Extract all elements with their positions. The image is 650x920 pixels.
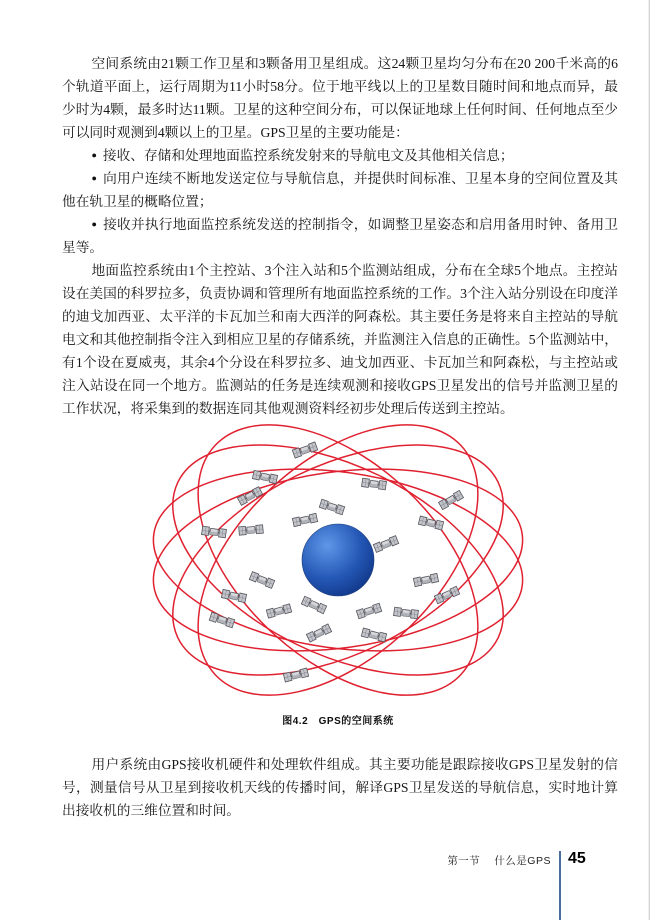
satellite-icon — [394, 607, 419, 619]
figure-caption: 图4.2 GPS的空间系统 — [282, 716, 394, 727]
satellite-icon — [301, 596, 326, 613]
footer-section — [447, 853, 551, 868]
satellite-icon — [239, 525, 264, 535]
paragraph: 地面监控系统由1个主控站、3个注入站和5个监测站组成，分布在全球5个地点。主控站设在美国的科罗拉多，负责协调和管理所有地面监控系统的工作。3个注入站分别设在印度洋的迪戈加西亚、太平洋的卡瓦加兰和南大西洋的阿森松。其主要任务是将来自主控站的导航电文和其他控制指令注入到相应卫星的存储系统，并监测注入信息的正确性。5个监测站中，有1个设在夏威夷，其余4个分设在科罗拉多、迪戈加西亚、卡瓦加兰和阿森松，与主控站或注入站设在同一个地方。监测站的任务是连续观测和接收GPS卫星发出的信号并监测卫星的工作状况，将采集到的数据连同其他观测资料经初步处理后传送到主控站。 — [62, 263, 618, 416]
bullet-item: ● 向用户连续不断地发送定位与导航信息，并提供时间标准、卫星本身的空间位置及其他在轨卫星的概略位置； — [62, 171, 618, 209]
satellite-icon — [306, 624, 331, 642]
bullet-item: ● 接收、存储和处理地面监控系统发射来的导航电文及其他相关信息； — [91, 148, 514, 163]
gps-constellation-illustration — [138, 420, 538, 710]
bullet-icon: ● — [91, 173, 98, 183]
satellite-icon — [319, 499, 344, 514]
bullet-icon: ● — [91, 219, 98, 229]
body-text-after-figure — [62, 753, 618, 822]
satellite-icon — [413, 573, 438, 586]
satellite-icon — [283, 668, 308, 682]
satellite-icon — [292, 513, 317, 526]
bullet-item: ● 接收并执行地面监控系统发送的控制指令，如调整卫星姿态和启用备用时钟、备用卫星等。 — [62, 217, 618, 255]
satellite-icon — [373, 536, 398, 553]
bullet-icon: ● — [91, 150, 97, 160]
paragraph: 用户系统由GPS接收机硬件和处理软件组成。其主要功能是跟踪接收GPS卫星发射的信号，测量信号从卫星到接收机天线的传播时间，解译GPS卫星发送的导航信息，实时地计算出接收机的三维位置和时间。 — [62, 757, 618, 818]
footer-section-label: 第一节 — [447, 855, 481, 867]
footer-divider — [559, 851, 561, 920]
satellite-icon — [361, 628, 386, 642]
satellite-icon — [418, 516, 443, 530]
satellite-icon — [252, 470, 277, 483]
satellite-icon — [249, 572, 274, 589]
satellite-icon — [362, 478, 387, 490]
paragraph: 空间系统由21颗工作卫星和3颗备用卫星组成。这24颗卫星均匀分布在20 200千米高的6个轨道平面上，运行周期为11小时58分。位于地平线以上的卫星数目随时间和地点而异，最少时为4颗，最多时达11颗。卫星的这种空间分布，可以保证地球上任何时间、任何地点至少可以同时观测到4颗以上的卫星。GPS卫星的主要功能是： — [62, 56, 618, 140]
satellite-icon — [266, 604, 291, 618]
page-number: 45 — [568, 850, 586, 867]
satellite-icon — [356, 603, 381, 618]
satellite-icon — [221, 589, 246, 602]
satellite-icon — [209, 612, 234, 627]
footer-section-title: 什么是GPS — [494, 855, 551, 867]
body-text — [62, 0, 618, 420]
gps-figure — [0, 420, 650, 727]
